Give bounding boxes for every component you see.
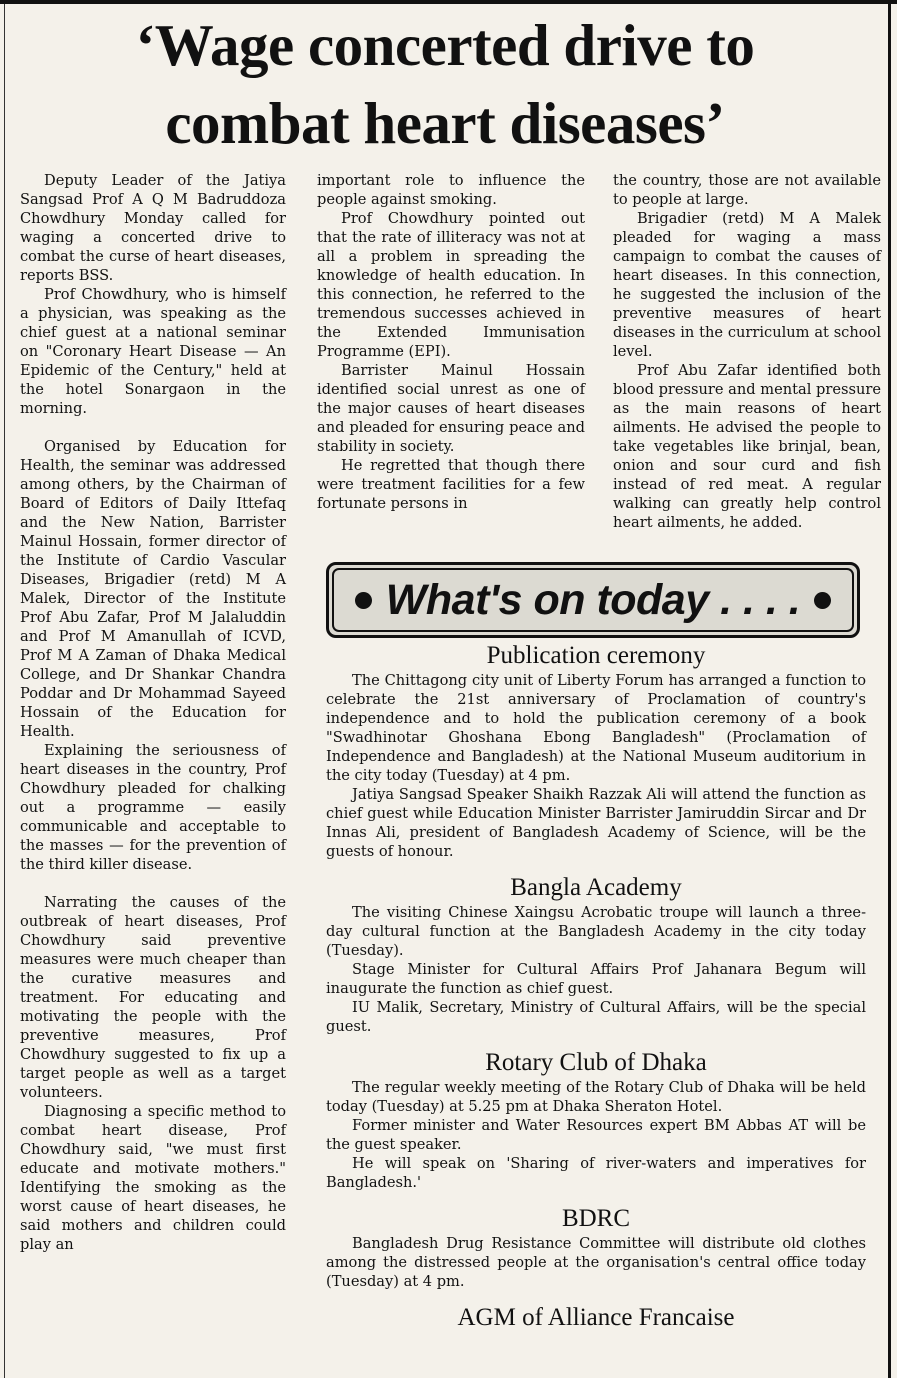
event-paragraph: The visiting Chinese Xaingsu Acrobatic troupe will launch a three-day cultural function at the Bangladesh Academy in the city today (Tuesday).	[326, 904, 866, 959]
article-paragraph: Organised by Education for Health, the seminar was addressed among others, by the Chairman of Board of Editors of Daily Ittefaq and the New Nation, Barrister Mainul Hossain, former director of the Institute of Cardio Vascular Diseases, Brigadier (retd) M A Malek, Director of the Institute Prof Abu Zafar, Prof M Jalaluddin and Prof M Amanullah of ICVD, Prof M A Zaman of Dhaka Medical College, and Dr Shankar Chandra Poddar and Dr Mohammad Sayeed Hossain of the Education for Health.	[20, 438, 286, 740]
top-rule	[0, 0, 897, 4]
event-paragraph: Bangladesh Drug Resistance Committee will distribute old clothes among the distressed people at the organisation's central office today (Tuesday) at 4 pm.	[326, 1235, 866, 1290]
event-bdrc	[326, 1204, 866, 1291]
article-paragraph: Barrister Mainul Hossain identified social unrest as one of the major causes of heart diseases and pleaded for ensuring peace and stability in society.	[317, 362, 585, 455]
whats-on-today-banner	[326, 562, 860, 638]
event-paragraph: The regular weekly meeting of the Rotary Club of Dhaka will be held today (Tuesday) at 5.25 pm at Dhaka Sheraton Hotel.	[326, 1079, 866, 1115]
article-paragraph: Narrating the causes of the outbreak of heart diseases, Prof Chowdhury said preventive measures were much cheaper than the curative measures and treatment. For educating and motivating the people with the preventive measures, Prof Chowdhury suggested to fix up a target people as well as a target volunteers.	[20, 894, 286, 1101]
event-publication-ceremony	[326, 641, 866, 861]
article-paragraph: Deputy Leader of the Jatiya Sangsad Prof A Q M Badruddoza Chowdhury Monday called for waging a concerted drive to combat the curse of heart diseases, reports BSS.	[20, 172, 286, 284]
headline-line-2: combat heart diseases’	[165, 90, 725, 156]
event-title: Bangla Academy	[510, 874, 682, 901]
events-listing	[326, 641, 866, 1345]
event-paragraph: He will speak on 'Sharing of river-waters and imperatives for Bangladesh.'	[326, 1155, 866, 1191]
article-paragraph: Brigadier (retd) M A Malek pleaded for waging a mass campaign to combat the causes of heart diseases. In this connection, he suggested the inclusion of the preventive measures of heart diseases in the curriculum at school level.	[613, 210, 881, 360]
event-paragraph: Former minister and Water Resources expert BM Abbas AT will be the guest speaker.	[326, 1117, 866, 1153]
event-bangla-academy	[326, 873, 866, 1036]
bullet-icon	[814, 592, 831, 609]
banner-title: What's on today . . . .	[385, 575, 801, 624]
article-paragraph: Prof Chowdhury pointed out that the rate of illiteracy was not at all a problem in spreading the knowledge of health education. In this connection, he referred to the tremendous successes achieved in the Extended Immunisation Programme (EPI).	[317, 210, 585, 360]
right-rule	[888, 0, 891, 1378]
event-paragraph: Jatiya Sangsad Speaker Shaikh Razzak Ali will attend the function as chief guest while Education Minister Barrister Jamiruddin Sircar and Dr Innas Ali, president of Bangladesh Academy of Science, will be the guests of honour.	[326, 786, 866, 860]
article-paragraph: Prof Abu Zafar identified both blood pressure and mental pressure as the main reasons of heart ailments. He advised the people to take vegetables like brinjal, bean, onion and sour curd and fish instead of red meat. A regular walking can greatly help control heart ailments, he added.	[613, 362, 881, 531]
article-column-1	[20, 171, 286, 1254]
event-paragraph: IU Malik, Secretary, Ministry of Cultural Affairs, will be the special guest.	[326, 999, 866, 1035]
event-title: Publication ceremony	[486, 642, 706, 669]
event-paragraph: Stage Minister for Cultural Affairs Prof Jahanara Begum will inaugurate the function as chief guest.	[326, 961, 866, 997]
event-paragraph: The Chittagong city unit of Liberty Forum has arranged a function to celebrate the 21st anniversary of Proclamation of country's independence and to hold the publication ceremony of a book "Swadhinotar Ghoshana Ebong Bangladesh" (Proclamation of Independence and Bangladesh) at the National Museum auditorium in the city today (Tuesday) at 4 pm.	[326, 672, 866, 784]
headline-line-1: ‘Wage concerted drive to	[135, 12, 755, 78]
bullet-icon	[355, 592, 372, 609]
article-column-2	[317, 171, 585, 513]
event-rotary-club	[326, 1048, 866, 1192]
article-paragraph: Explaining the seriousness of heart diseases in the country, Prof Chowdhury pleaded for chalking out a programme — easily communicable and acceptable to the masses — for the prevention of the third killer disease.	[20, 742, 286, 873]
event-alliance-francaise	[326, 1303, 866, 1333]
article-paragraph: He regretted that though there were treatment facilities for a few fortunate persons in	[317, 457, 585, 512]
event-title: AGM of Alliance Francaise	[457, 1304, 735, 1331]
article-column-3	[613, 171, 881, 532]
article-paragraph: important role to influence the people against smoking.	[317, 172, 585, 208]
article-paragraph: the country, those are not available to people at large.	[613, 172, 881, 208]
article-headline	[10, 6, 880, 162]
event-title: BDRC	[561, 1205, 631, 1232]
article-paragraph: Diagnosing a specific method to combat heart disease, Prof Chowdhury said, "we must first educate and motivate mothers." Identifying the smoking as the worst cause of heart diseases, he said mothers and children could play an	[20, 1103, 286, 1253]
left-rule	[4, 4, 5, 1378]
article-paragraph: Prof Chowdhury, who is himself a physician, was speaking as the chief guest at a national seminar on "Coronary Heart Disease — An Epidemic of the Century," held at the hotel Sonargaon in the morning.	[20, 286, 286, 417]
event-title: Rotary Club of Dhaka	[485, 1049, 707, 1076]
